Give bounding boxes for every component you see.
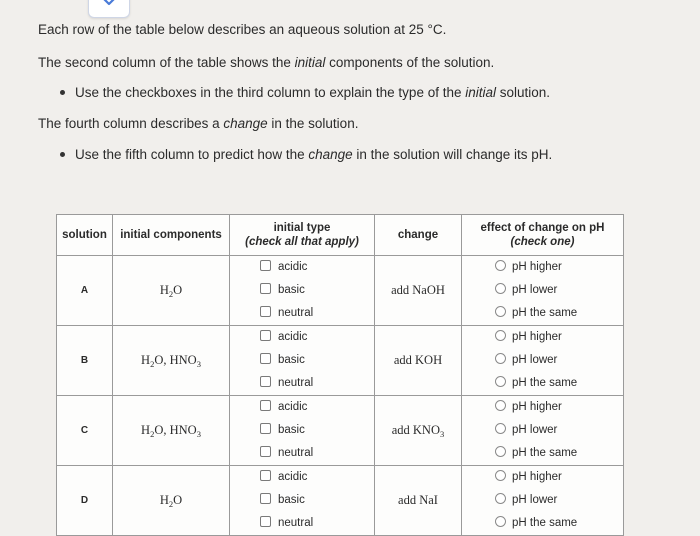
effect-option-1[interactable]: pH lower xyxy=(462,419,623,442)
radio-button[interactable] xyxy=(495,306,506,317)
radio-button[interactable] xyxy=(495,353,506,364)
change-cell: add KOH xyxy=(375,326,462,396)
header-effect: effect of change on pH (check one) xyxy=(462,215,624,256)
change-cell: add $KNO_3$ xyxy=(375,396,462,466)
initial-components: $H_2O$, $HNO_3$ xyxy=(113,326,230,396)
bullet-icon xyxy=(60,90,65,95)
checkbox[interactable] xyxy=(260,516,271,527)
checkbox[interactable] xyxy=(260,306,271,317)
radio-button[interactable] xyxy=(495,376,506,387)
effect-option-2[interactable]: pH the same xyxy=(462,372,623,395)
checkbox[interactable] xyxy=(260,353,271,364)
checkbox[interactable] xyxy=(260,400,271,411)
checkbox[interactable] xyxy=(260,283,271,294)
type-option-neutral[interactable]: neutral xyxy=(230,372,374,395)
initial-type-cell xyxy=(230,256,375,326)
effect-option-0[interactable]: pH higher xyxy=(462,326,623,349)
intro-bullet-1: Use the checkboxes in the third column to explain the type of the initial solution. xyxy=(60,84,550,102)
intro-line-3: The fourth column describes a change in the solution. xyxy=(38,116,359,131)
initial-components: $H_2O$ xyxy=(113,256,230,326)
type-option-basic[interactable]: basic xyxy=(230,419,374,442)
collapse-chevron-button[interactable] xyxy=(88,0,130,18)
checkbox[interactable] xyxy=(260,470,271,481)
header-components: initial components xyxy=(113,215,230,256)
effect-cell xyxy=(462,256,624,326)
radio-button[interactable] xyxy=(495,446,506,457)
radio-button[interactable] xyxy=(495,493,506,504)
header-initial-type: initial type (check all that apply) xyxy=(230,215,375,256)
header-solution: solution xyxy=(57,215,113,256)
effect-option-0[interactable]: pH higher xyxy=(462,466,623,489)
header-change: change xyxy=(375,215,462,256)
effect-cell xyxy=(462,466,624,536)
effect-option-0[interactable]: pH higher xyxy=(462,256,623,279)
radio-button[interactable] xyxy=(495,400,506,411)
radio-button[interactable] xyxy=(495,516,506,527)
radio-button[interactable] xyxy=(495,423,506,434)
intro-line-1: Each row of the table below describes an aqueous solution at 25 °C. xyxy=(38,22,447,37)
type-option-neutral[interactable]: neutral xyxy=(230,512,374,535)
type-option-neutral[interactable]: neutral xyxy=(230,442,374,465)
radio-button[interactable] xyxy=(495,330,506,341)
table-row xyxy=(57,466,624,536)
initial-components: $H_2O$, $HNO_3$ xyxy=(113,396,230,466)
bullet-icon xyxy=(60,152,65,157)
type-option-neutral[interactable]: neutral xyxy=(230,302,374,325)
effect-option-2[interactable]: pH the same xyxy=(462,442,623,465)
row-label: C xyxy=(57,396,113,466)
type-option-acidic[interactable]: acidic xyxy=(230,466,374,489)
initial-type-cell xyxy=(230,326,375,396)
type-option-acidic[interactable]: acidic xyxy=(230,396,374,419)
effect-option-1[interactable]: pH lower xyxy=(462,489,623,512)
effect-option-2[interactable]: pH the same xyxy=(462,302,623,325)
row-label: B xyxy=(57,326,113,396)
table-row xyxy=(57,396,624,466)
type-option-basic[interactable]: basic xyxy=(230,279,374,302)
intro-bullet-2: Use the fifth column to predict how the change in the solution will change its pH. xyxy=(60,146,552,164)
effect-option-2[interactable]: pH the same xyxy=(462,512,623,535)
type-option-acidic[interactable]: acidic xyxy=(230,326,374,349)
checkbox[interactable] xyxy=(260,446,271,457)
change-cell: add NaOH xyxy=(375,256,462,326)
type-option-basic[interactable]: basic xyxy=(230,349,374,372)
effect-option-1[interactable]: pH lower xyxy=(462,349,623,372)
checkbox[interactable] xyxy=(260,260,271,271)
initial-type-cell xyxy=(230,396,375,466)
checkbox[interactable] xyxy=(260,493,271,504)
row-label: A xyxy=(57,256,113,326)
checkbox[interactable] xyxy=(260,423,271,434)
radio-button[interactable] xyxy=(495,260,506,271)
effect-option-1[interactable]: pH lower xyxy=(462,279,623,302)
radio-button[interactable] xyxy=(495,470,506,481)
type-option-acidic[interactable]: acidic xyxy=(230,256,374,279)
effect-cell xyxy=(462,396,624,466)
checkbox[interactable] xyxy=(260,376,271,387)
type-option-basic[interactable]: basic xyxy=(230,489,374,512)
intro-line-2: The second column of the table shows the initial components of the solution. xyxy=(38,55,495,70)
chevron-down-icon xyxy=(100,0,118,7)
effect-option-0[interactable]: pH higher xyxy=(462,396,623,419)
effect-cell xyxy=(462,326,624,396)
change-cell: add NaI xyxy=(375,466,462,536)
row-label: D xyxy=(57,466,113,536)
initial-type-cell xyxy=(230,466,375,536)
table-row xyxy=(57,256,624,326)
solution-table xyxy=(56,214,624,536)
table-header-row xyxy=(57,215,624,256)
table-row xyxy=(57,326,624,396)
checkbox[interactable] xyxy=(260,330,271,341)
radio-button[interactable] xyxy=(495,283,506,294)
initial-components: $H_2O$ xyxy=(113,466,230,536)
